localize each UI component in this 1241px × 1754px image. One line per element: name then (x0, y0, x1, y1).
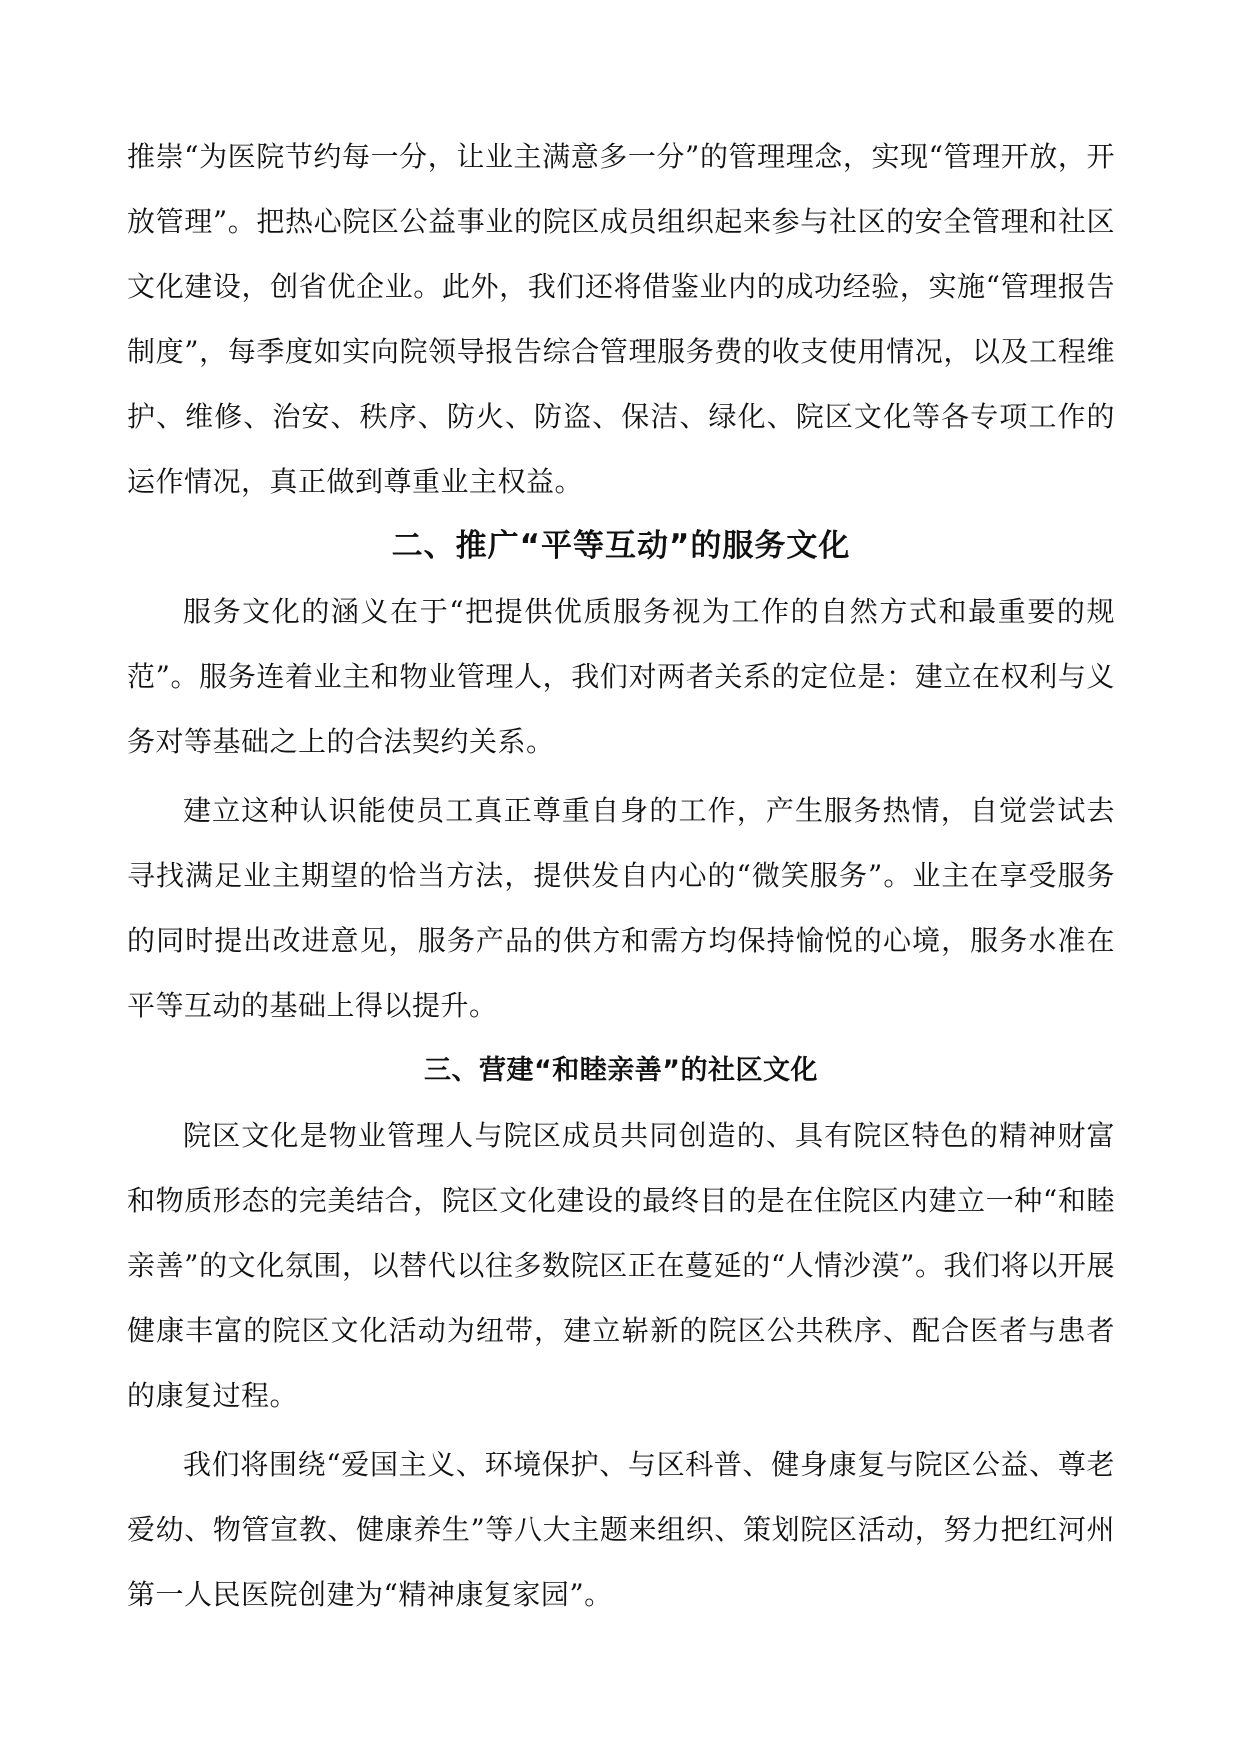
section-three-heading: 三、营建“和睦亲善”的社区文化 (424, 1055, 818, 1086)
section-three-paragraph-1: 院区文化是物业管理人与院区成员共同创造的、具有院区特色的精神财富和物质形态的完美结合，院区文化建设的最终目的是在住院区内建立一种“和睦亲善”的文化氛围，以替代以往多数院区正在蔓延的“人情沙漠”。我们将以开展健康丰富的院区文化活动为纽带，建立崭新的院区公共秩序、配合医者与患者的康复过程。 (127, 1119, 1115, 1412)
section-two-paragraph-2: 建立这种认识能使员工真正尊重自身的工作，产生服务热情，自觉尝试去寻找满足业主期望的恰当方法，提供发自内心的“微笑服务”。业主在享受服务的同时提出改进意见，服务产品的供方和需方均保持愉悦的心境，服务水准在平等互动的基础上得以提升。 (127, 794, 1115, 1022)
continuation-paragraph: 推崇“为医院节约每一分，让业主满意多一分”的管理理念，实现“管理开放，开放管理”。把热心院区公益事业的院区成员组织起来参与社区的安全管理和社区文化建设，创省优企业。此外，我们还将借鉴业内的成功经验，实施“管理报告制度”，每季度如实向院领导报告综合管理服务费的收支使用情况，以及工程维护、维修、治安、秩序、防火、防盗、保洁、绿化、院区文化等各专项工作的运作情况，真正做到尊重业主权益。 (127, 140, 1115, 498)
section-two-paragraph-1: 服务文化的涵义在于“把提供优质服务视为工作的自然方式和最重要的规范”。服务连着业主和物业管理人，我们对两者关系的定位是：建立在权利与义务对等基础之上的合法契约关系。 (127, 595, 1115, 758)
section-two-heading: 二、推广“平等互动”的服务文化 (391, 528, 851, 564)
document-body (127, 124, 1115, 1627)
section-three-paragraph-2: 我们将围绕“爱国主义、环境保护、与区科普、健身康复与院区公益、尊老爱幼、物管宣教、健康养生”等八大主题来组织、策划院区活动，努力把红河州第一人民医院创建为“精神康复家园”。 (127, 1448, 1115, 1611)
